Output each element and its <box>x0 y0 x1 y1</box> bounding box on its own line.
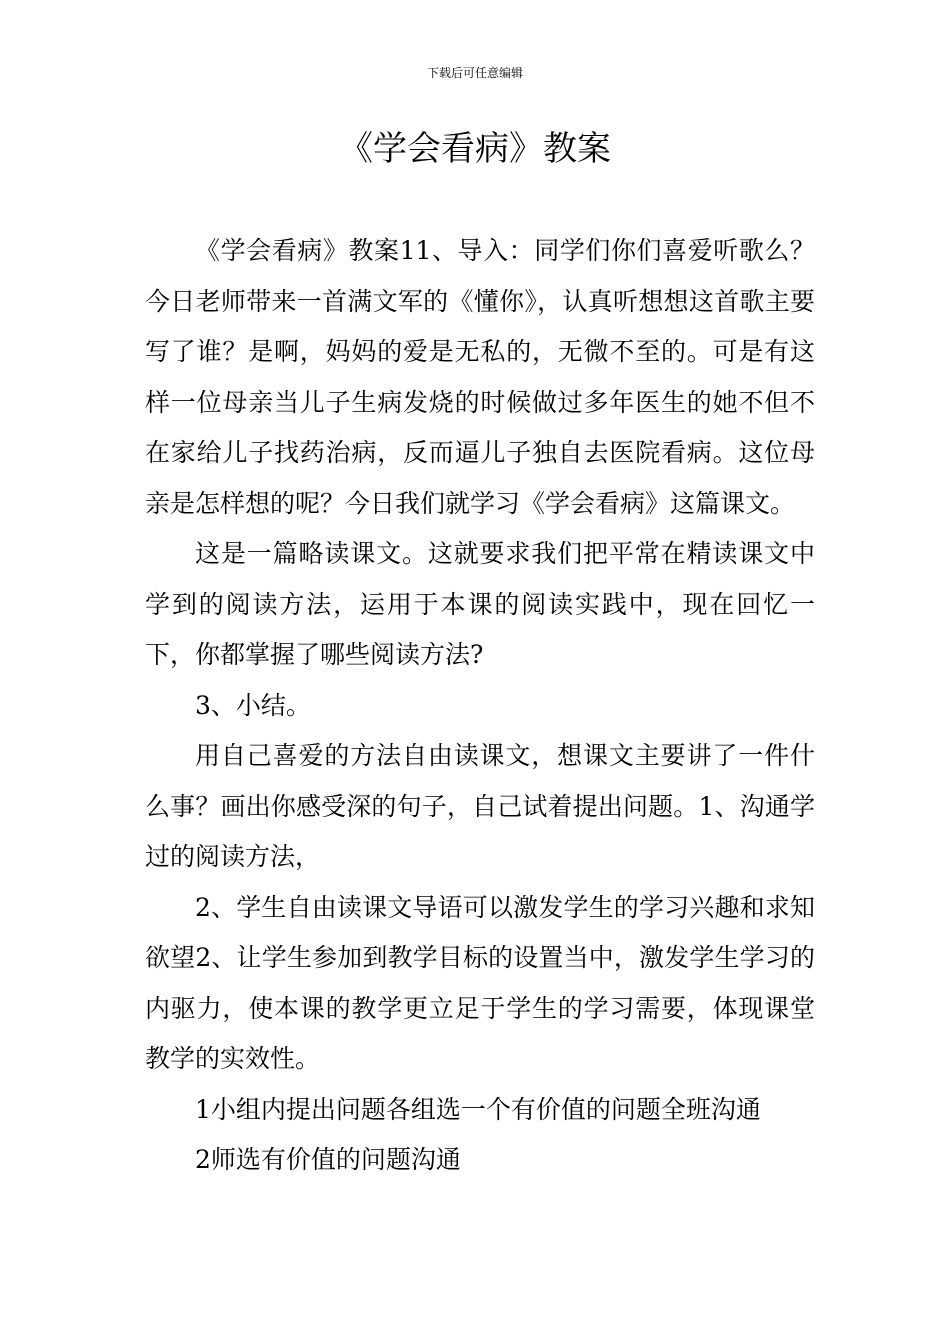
paragraph-intro: 《学会看病》教案11、导入：同学们你们喜爱听歌么？今日老师带来一首满文军的《懂你》，认真听想想这首歌主要写了谁？是啊，妈妈的爱是无私的，无微不至的。可是有这样一位母亲当儿子生病发烧的时候做过多年医生的她不但不在家给儿子找药治病，反而逼儿子独自去医院看病。这位母亲是怎样想的呢？今日我们就学习《学会看病》这篇课文。 <box>145 236 815 518</box>
paragraph-teacher-questions: 2师选有价值的问题沟通 <box>195 1145 461 1174</box>
paragraph-student-reading: 2、学生自由读课文导语可以激发学生的学习兴趣和求知欲望2、让学生参加到教学目标的设置当中，激发学生学习的内驱力，使本课的教学更立足于学生的学习需要，体现课堂教学的实效性。 <box>145 892 815 1073</box>
document-body <box>145 226 815 1186</box>
paragraph-group-questions: 1小组内提出问题各组选一个有价值的问题全班沟通 <box>195 1094 761 1124</box>
paragraph-reading-methods: 这是一篇略读课文。这就要求我们把平常在精读课文中学到的阅读方法，运用于本课的阅读实践中，现在回忆一下，你都掌握了哪些阅读方法? <box>145 539 815 669</box>
paragraph-free-reading: 用自己喜爱的方法自由读课文，想课文主要讲了一件什么事？画出你感受深的句子，自己试着提出问题。1、沟通学过的阅读方法， <box>145 741 815 871</box>
page-title: 《学会看病》教案 <box>339 129 611 169</box>
paragraph-summary-heading: 3、小结。 <box>195 690 311 720</box>
header-note: 下载后可任意编辑 <box>426 66 523 80</box>
